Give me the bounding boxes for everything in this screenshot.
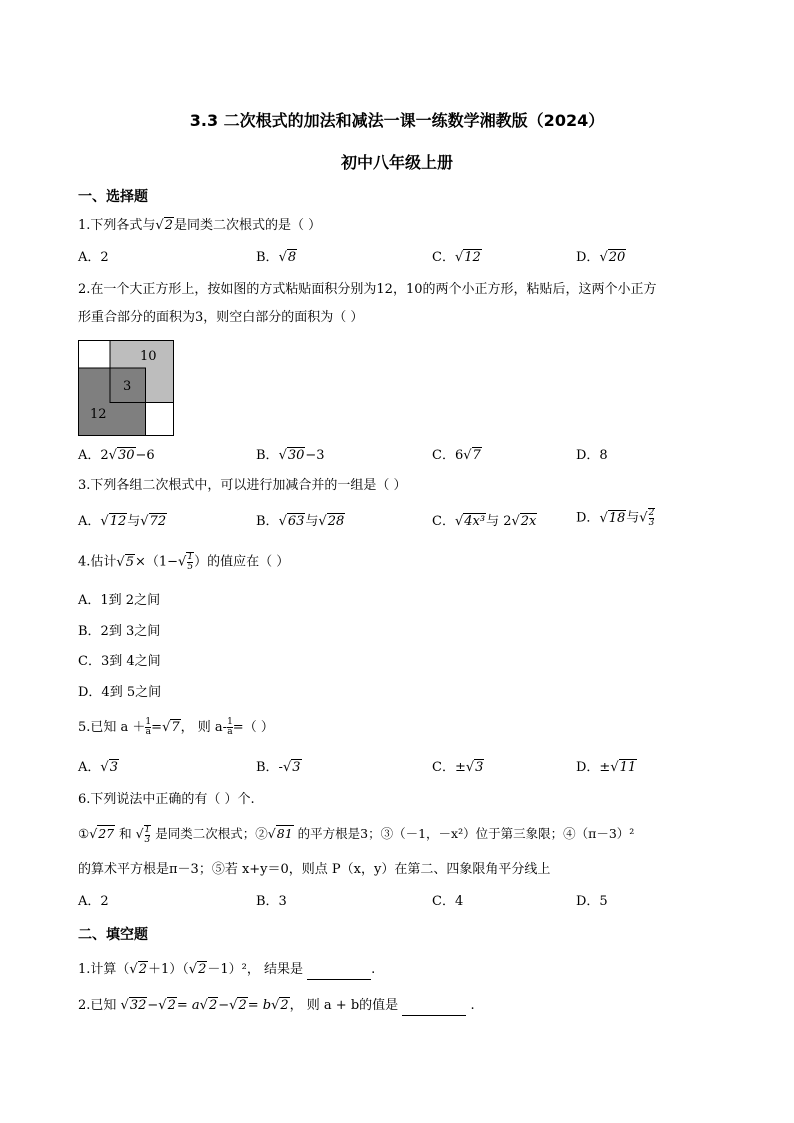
page-subtitle: 初中八年级上册 (340, 153, 453, 172)
text: ， 则 a + b的值是 (289, 998, 399, 1013)
text: －1）²， 结果是 (207, 962, 303, 977)
q6-statements-line2: 的算术平方根是π－3；⑤若 x+y＝0，则点 P（x，y）在第二、四象限角平分线上 (78, 862, 551, 877)
q4-option-c: C．3到 4之间 (78, 654, 161, 669)
connector: 与 (626, 510, 640, 526)
q1-stem-pre: 1.下列各式与 (78, 218, 156, 233)
sqrt: √28 (318, 514, 345, 529)
radicand: 8 (287, 250, 297, 265)
sqrt: √2 (229, 998, 247, 1013)
numerator: 1 (227, 717, 233, 727)
stem-post: ）的值应在（ ） (194, 554, 290, 570)
label: B． (256, 514, 279, 529)
q3-stem: 3.下列各组二次根式中，可以进行加减合并的一组是（ ） (78, 478, 407, 493)
answer-blank[interactable] (307, 965, 371, 980)
sqrt: √2 (199, 998, 218, 1013)
q3-option-c (432, 512, 537, 532)
q2-option-b (256, 446, 325, 466)
radicand: 28 (327, 514, 345, 529)
q5-option-c (432, 758, 484, 778)
label-10: 10 (140, 349, 157, 364)
op: − (147, 998, 159, 1013)
sqrt: √3 (100, 760, 118, 775)
sqrt: √11 (610, 760, 637, 775)
denominator: 3 (648, 518, 655, 528)
radicand: 2 (208, 998, 218, 1013)
sqrt: √30 (278, 448, 305, 463)
sqrt: √12 (100, 514, 127, 529)
q2-stem-line1: 2.在一个大正方形上，按如图的方式粘贴面积分别为12，10的两个小正方形，粘贴后，这两个小正方 (78, 282, 657, 297)
sqrt: √2x (511, 514, 537, 529)
q1-option-d (576, 248, 626, 268)
equals: = (151, 720, 163, 735)
sqrt: √18 (599, 510, 626, 526)
radicand: 30 (117, 448, 135, 463)
op: − (218, 998, 230, 1013)
radicand: 4x³ (464, 514, 486, 529)
radicand: 3 (292, 760, 301, 775)
numerator: 1 (145, 717, 152, 727)
label: B．- (256, 760, 283, 775)
sqrt: √12 (454, 250, 481, 265)
radicand: 11 (619, 760, 637, 775)
q6-stem: 6.下列说法中正确的有（ ）个. (78, 792, 255, 807)
sqrt: √2 (155, 218, 173, 233)
radicand: 30 (287, 448, 305, 463)
radicand: 2 (164, 218, 173, 233)
radicand: 3 (109, 760, 118, 775)
answer-blank[interactable] (402, 1001, 466, 1016)
radicand: 81 (276, 826, 293, 841)
sqrt: √5 (116, 554, 134, 570)
numerator: 2 (648, 508, 655, 518)
sqrt: √3 (282, 760, 301, 775)
denominator: a (145, 727, 151, 737)
text: 2.已知 (78, 998, 117, 1013)
text: 1.计算（ (78, 962, 130, 977)
page-title: 3.3 二次根式的加法和减法一课一练数学湘教版（2024） (189, 111, 605, 130)
text: . (470, 998, 475, 1013)
radicand: 12 (109, 514, 127, 529)
radicand: 5 (125, 554, 134, 570)
sqrt: √2 (271, 998, 289, 1013)
connector: 与 2 (486, 514, 512, 529)
squares-figure (78, 340, 174, 438)
q6-option-c: C．4 (432, 894, 464, 909)
label: B． (256, 448, 279, 463)
radicand: 2 (238, 998, 247, 1013)
radicand: 63 (287, 514, 305, 529)
q4-option-b: B．2到 3之间 (78, 624, 161, 639)
statement-text: 的平方根是3；③（－1，－x²）位于第三象限；④（π－3）² (297, 826, 635, 841)
q4-stem (78, 552, 289, 573)
numerator: 1 (144, 824, 151, 835)
section-choice: 一、选择题 (78, 189, 148, 205)
stem-mid: ， 则 a- (180, 720, 228, 735)
q4-option-a: A．1到 2之间 (78, 593, 161, 608)
circled-1: ① (78, 826, 90, 841)
radicand: 7 (171, 720, 180, 735)
label: C． (432, 514, 455, 529)
stem-pre: 4.估计 (78, 554, 117, 570)
radicand: 7 (472, 448, 481, 463)
sqrt: √4x³ (454, 514, 486, 529)
q5-option-d (576, 758, 637, 778)
sqrt: √20 (599, 250, 626, 265)
radicand: 2 (280, 998, 289, 1013)
tail: −6 (135, 448, 155, 463)
q1-option-c (432, 248, 482, 268)
sqrt: √8 (278, 250, 297, 265)
text: ＋1）（ (147, 962, 189, 977)
radicand: 32 (129, 998, 147, 1013)
q3-option-b (256, 512, 345, 532)
label: D． (576, 510, 600, 526)
stem-mid: ×（1− (134, 554, 179, 570)
stem-pre: 5.已知 a ＋ (78, 720, 146, 735)
radicand: 72 (149, 514, 167, 529)
sqrt: √ $\frac{1}{5}$ (178, 552, 194, 572)
statement-text: 是同类二次根式；② (155, 826, 268, 841)
sqrt: √81 (267, 826, 293, 841)
q5-stem (78, 718, 274, 738)
sqrt: √ $\frac{1}{3}$ (135, 824, 151, 845)
fraction (648, 508, 656, 528)
q6-option-b: B．3 (256, 894, 287, 909)
denominator: 3 (144, 834, 151, 845)
fill-1 (78, 960, 375, 980)
sqrt: √7 (463, 448, 481, 463)
sqrt: √2 (188, 962, 207, 977)
stem-post: =（ ） (232, 720, 274, 735)
q6-option-a: A．2 (78, 894, 109, 909)
q6-statements-line1 (78, 824, 634, 845)
q2-option-a (78, 446, 155, 466)
q2-stem-line2: 形重合部分的面积为3，则空白部分的面积为（ ） (78, 310, 364, 325)
label: B． (256, 250, 279, 265)
radicand: 2 (198, 962, 207, 977)
radicand: 20 (608, 250, 626, 265)
radicand: 2 (138, 962, 147, 977)
sqrt: √72 (140, 514, 167, 529)
radicand: 3 (475, 760, 484, 775)
tail: −3 (305, 448, 325, 463)
q5-option-a (78, 758, 119, 778)
connector: 与 (127, 514, 141, 529)
radicand: 18 (608, 510, 626, 526)
label: C． (432, 250, 455, 265)
q5-option-b (256, 758, 302, 778)
sqrt: √32 (120, 998, 147, 1013)
q4-option-d: D．4到 5之间 (78, 685, 162, 700)
q1-stem-post: 是同类二次根式的是（ ） (173, 218, 322, 233)
connector: 与 (305, 514, 319, 529)
label: A． (78, 760, 101, 775)
denominator: 5 (187, 562, 194, 572)
op: = a (176, 998, 200, 1013)
sqrt: √63 (278, 514, 305, 529)
label-12: 12 (90, 407, 107, 422)
section-fill: 二、填空题 (78, 927, 148, 943)
q1-stem (78, 216, 321, 236)
label: A．2 (78, 448, 109, 463)
radicand: 12 (464, 250, 481, 265)
radicand: 2 (167, 998, 176, 1013)
q2-option-d: D．8 (576, 448, 608, 463)
radicand: 2x (520, 514, 537, 529)
label: C．6 (432, 448, 464, 463)
q1-option-b (256, 248, 297, 268)
sqrt: √7 (162, 720, 180, 735)
label: D． (576, 250, 600, 265)
q6-option-d: D．5 (576, 894, 608, 909)
sqrt: √2 (158, 998, 176, 1013)
q2-option-c (432, 446, 482, 466)
op: = b (247, 998, 272, 1013)
denominator: a (227, 727, 233, 737)
sqrt: √27 (89, 826, 115, 841)
q3-option-a (78, 512, 167, 532)
sqrt: √30 (108, 448, 135, 463)
sqrt: √ $\frac{2}{3}$ (639, 508, 655, 528)
sqrt: √3 (465, 760, 484, 775)
fraction (186, 552, 194, 572)
label-3: 3 (123, 379, 132, 394)
q3-option-d (576, 508, 655, 529)
q1-option-a: A．2 (78, 250, 109, 265)
label: A． (78, 514, 101, 529)
fraction (144, 825, 152, 845)
sqrt: √2 (129, 962, 147, 977)
radicand: 27 (98, 826, 115, 841)
connector: 和 (119, 826, 132, 841)
label: C．± (432, 760, 466, 775)
fill-2 (78, 996, 475, 1016)
numerator: 1 (187, 552, 194, 562)
label: D．± (576, 760, 611, 775)
text: . (371, 962, 376, 977)
